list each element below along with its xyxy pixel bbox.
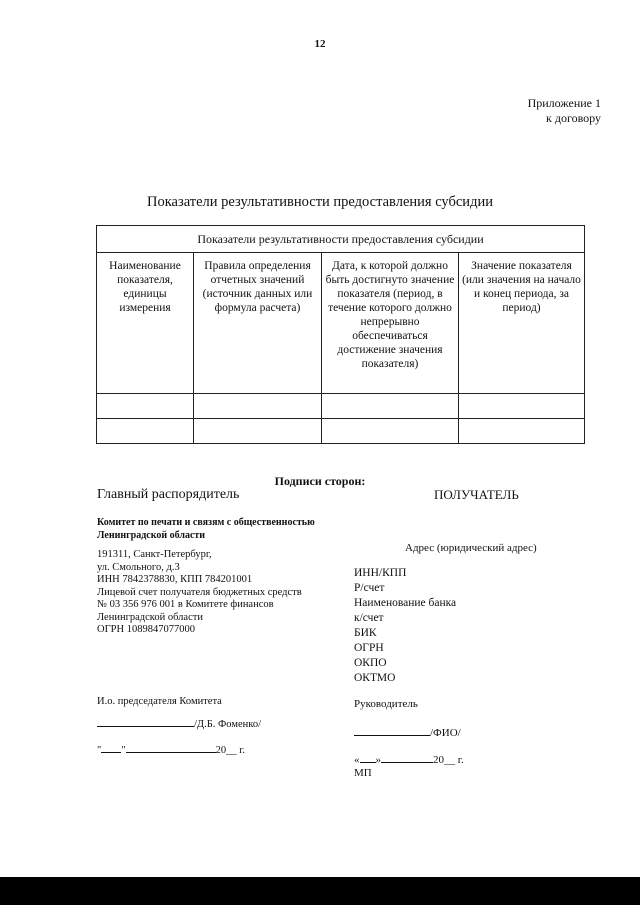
recipient-oktmo: ОКТМО [354,672,396,684]
day-blank [360,752,376,763]
grantor-account-label: Лицевой счет получателя бюджетных средств [97,586,302,598]
table-cell [322,419,459,444]
scan-border [0,877,640,905]
table-row [97,419,585,444]
appendix-line-1: Приложение 1 [527,96,601,110]
appendix-line-2: к договору [546,111,601,125]
recipient-account: Р/счет [354,582,385,594]
appendix-note [528,96,601,126]
recipient-heading: ПОЛУЧАТЕЛЬ [434,487,519,502]
recipient-corr-account: к/счет [354,612,384,624]
grantor-organization-line-1: Комитет по печати и связям с общественностью [97,517,315,528]
recipient-date-year: 20__ г. [433,754,464,766]
grantor-address-city: 191311, Санкт-Петербург, [97,549,212,560]
recipient-okpo: ОКПО [354,657,387,669]
grantor-fio: /Д.Б. Фоменко/ [194,719,261,730]
document-title: Показатели результативности предоставления субсидии [147,194,493,210]
table-span-header: Показатели результативности предоставления субсидии [97,226,585,253]
table-cell [97,394,194,419]
table-cell [194,394,322,419]
recipient-fio: /ФИО/ [430,727,461,739]
column-header-rules: Правила определения отчетных значений (источник данных или формула расчета) [194,253,322,394]
recipient-date-line [354,752,464,766]
date-quote-close: » [375,754,381,766]
column-header-name: Наименование показателя, единицы измерения [97,253,194,394]
signatures-heading: Подписи сторон: [274,474,366,488]
table-cell [97,419,194,444]
grantor-heading: Главный распорядитель [97,487,240,502]
recipient-inn-kpp: ИНН/КПП [354,567,407,579]
grantor-ogrn: ОГРН 1089847077000 [97,624,195,635]
date-quote-open: « [354,754,360,766]
stamp-place: МП [354,767,372,779]
column-header-value: Значение показателя (или значения на начало и конец периода, за период) [459,253,585,394]
recipient-signatory-position: Руководитель [354,698,418,710]
recipient-bik: БИК [354,627,377,639]
recipient-address-label: Адрес (юридический адрес) [405,542,537,554]
grantor-organization-line-2: Ленинградской области [97,530,206,541]
table-cell [459,394,585,419]
recipient-signature-line [354,725,461,739]
grantor-account-region: Ленинградской области [97,611,203,623]
grantor-account-number: № 03 356 976 001 в Комитете финансов [97,599,274,610]
table-row [97,394,585,419]
date-quote-close: " [121,745,126,756]
month-blank [381,752,433,763]
signature-blank [97,716,194,727]
grantor-requisites [97,549,302,637]
date-quote-open: " [97,745,102,756]
recipient-ogrn: ОГРН [354,642,384,654]
table-cell [194,419,322,444]
grantor-date-line [97,742,245,756]
grantor-signature-line [97,716,261,730]
grantor-inn-kpp: ИНН 7842378830, КПП 784201001 [97,574,253,585]
grantor-signatory-position: И.о. председателя Комитета [97,696,222,707]
column-header-date: Дата, к которой должно быть достигнуто значение показателя (период, в течение которого должно непрерывно обеспечиваться достижение значения показателя) [322,253,459,394]
grantor-organization [97,516,315,542]
month-blank [126,742,216,753]
day-blank [101,742,121,753]
signature-blank [354,725,430,736]
recipient-bank-name: Наименование банка [354,597,457,609]
grantor-address-street: ул. Смольного, д.3 [97,561,180,573]
table-cell [459,419,585,444]
indicators-table [96,225,585,444]
grantor-date-year: 20__ г. [215,745,245,756]
table-cell [322,394,459,419]
page-number: 12 [314,38,326,50]
recipient-requisites [354,566,456,686]
